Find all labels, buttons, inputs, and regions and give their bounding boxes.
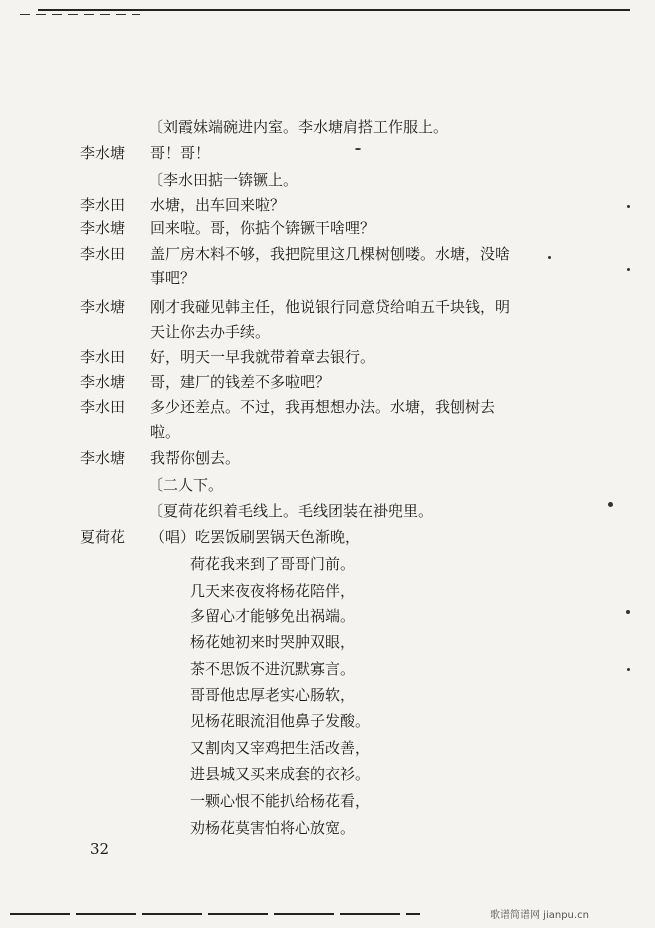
song-lyric: （唱）吃罢饭刷罢锅天色渐晚， (150, 528, 361, 546)
song-lyric: 进县城又买来成套的衣衫。 (190, 765, 371, 783)
dialog-text: 多少还差点。不过，我再想想办法。水塘，我刨树去 (150, 398, 496, 416)
song-lyric: 一颗心恨不能扒给杨花看， (190, 792, 371, 810)
speaker-name: 李水塘 (80, 373, 126, 391)
speaker-name: 李水田 (80, 348, 126, 366)
dialog-text: 天让你去办手续。 (150, 323, 271, 341)
stage-direction: 〔刘霞妹端碗进内室。李水塘肩搭工作服上。 (148, 118, 449, 136)
song-lyric: 劝杨花莫害怕将心放宽。 (190, 819, 356, 837)
dialog-text: 盖厂房木料不够，我把院里这几棵树刨喽。水塘，没啥 (150, 245, 511, 263)
stage-direction: 〔李水田掂一锛镢上。 (148, 171, 299, 189)
dialog-text: 刚才我碰见韩主任，他说银行同意贷给咱五千块钱，明 (150, 298, 511, 316)
speaker-name: 李水田 (80, 245, 126, 263)
song-lyric: 又割肉又宰鸡把生活改善， (190, 739, 371, 757)
speck (626, 610, 630, 614)
speaker-name: 李水塘 (80, 449, 126, 467)
song-lyric: 多留心才能够免出祸端。 (190, 607, 356, 625)
top-rule (38, 9, 630, 11)
song-lyric: 茶不思饭不进沉默寡言。 (190, 660, 356, 678)
song-lyric: 哥哥他忠厚老实心肠软， (190, 686, 356, 704)
speck (548, 256, 551, 259)
bottom-rule (10, 913, 420, 915)
speaker-name: 李水塘 (80, 298, 126, 316)
dialog-text: 啦。 (150, 423, 181, 441)
song-lyric: 几天来夜夜将杨花陪伴， (190, 582, 356, 600)
speaker-name: 夏荷花 (80, 528, 126, 546)
speck (627, 668, 630, 671)
stage-direction: 〔夏荷花织着毛线上。毛线团装在褂兜里。 (148, 502, 434, 520)
dialog-text: 水塘，出车回来啦？ (150, 196, 286, 214)
speaker-name: 李水田 (80, 398, 126, 416)
page-number: 32 (90, 840, 110, 858)
stage-direction: 〔二人下。 (148, 476, 224, 494)
dialog-text: 好，明天一早我就带着章去银行。 (150, 348, 376, 366)
dialog-text: 哥，建厂的钱差不多啦吧？ (150, 373, 331, 391)
speaker-name: 李水田 (80, 196, 126, 214)
dialog-text: 我帮你刨去。 (150, 449, 241, 467)
song-lyric: 荷花我来到了哥哥门前。 (190, 555, 356, 573)
watermark: 歌谱简谱网 jianpu.cn (490, 910, 589, 921)
dialog-text: 回来啦。哥，你掂个锛镢干啥哩？ (150, 219, 376, 237)
speaker-name: 李水塘 (80, 219, 126, 237)
song-lyric: 见杨花眼流泪他鼻子发酸。 (190, 712, 371, 730)
speaker-name: 李水塘 (80, 144, 126, 162)
speck (627, 268, 630, 271)
dialog-text: 事吧？ (150, 269, 196, 287)
top-dashed-rule (20, 14, 140, 15)
song-lyric: 杨花她初来时哭肿双眼， (190, 633, 356, 651)
dialog-text: 哥！哥！ (150, 144, 211, 162)
speck (355, 148, 361, 150)
speck (627, 205, 630, 208)
speck (608, 502, 613, 507)
